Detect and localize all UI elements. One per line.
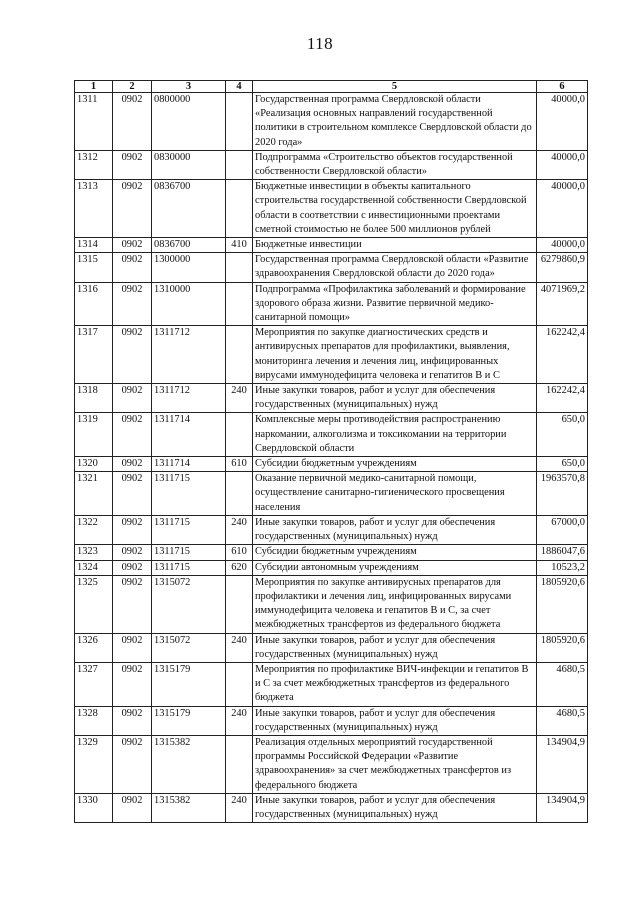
expense-type-cell	[226, 93, 253, 151]
table-row	[75, 150, 588, 179]
amount-cell: 67000,0	[537, 515, 588, 544]
table-row	[75, 180, 588, 238]
row-number-cell: 1330	[75, 793, 113, 822]
row-number-cell: 1315	[75, 253, 113, 282]
item-name-cell: Бюджетные инвестиции в объекты капитального строительства государственной собственности Свердловской области в соответствии с инвестиционными проектами сметной стоимостью не более 500 миллионов рублей	[253, 180, 537, 238]
item-name-cell: Комплексные меры противодействия распространению наркомании, алкоголизма и токсикомании на территории Свердловской области	[253, 413, 537, 457]
expense-type-cell: 410	[226, 238, 253, 253]
section-code-cell: 0902	[113, 150, 152, 179]
row-number-cell: 1326	[75, 633, 113, 662]
expense-type-cell	[226, 472, 253, 516]
table-row	[75, 575, 588, 633]
item-name-cell: Бюджетные инвестиции	[253, 238, 537, 253]
amount-cell: 1805920,6	[537, 575, 588, 633]
section-code-cell: 0902	[113, 633, 152, 662]
amount-cell: 650,0	[537, 413, 588, 457]
amount-cell: 40000,0	[537, 93, 588, 151]
table-body	[75, 93, 588, 823]
expense-type-cell	[226, 326, 253, 384]
target-article-cell: 1315382	[152, 793, 226, 822]
page-number: 118	[306, 34, 334, 53]
table-row	[75, 472, 588, 516]
expense-type-cell: 240	[226, 706, 253, 735]
row-number-cell: 1318	[75, 384, 113, 413]
amount-cell: 1805920,6	[537, 633, 588, 662]
row-number-cell: 1311	[75, 93, 113, 151]
target-article-cell: 1311712	[152, 384, 226, 413]
item-name-cell: Оказание первичной медико-санитарной помощи, осуществление санитарно-гигиенического просвещения населения	[253, 472, 537, 516]
amount-cell: 134904,9	[537, 735, 588, 793]
row-number-cell: 1313	[75, 180, 113, 238]
expense-type-cell	[226, 282, 253, 326]
amount-cell: 134904,9	[537, 793, 588, 822]
row-number-cell: 1317	[75, 326, 113, 384]
column-header: 2	[113, 81, 152, 93]
section-code-cell: 0902	[113, 457, 152, 472]
target-article-cell: 1315179	[152, 662, 226, 706]
target-article-cell: 1300000	[152, 253, 226, 282]
table-row	[75, 633, 588, 662]
row-number-cell: 1324	[75, 560, 113, 575]
section-code-cell: 0902	[113, 472, 152, 516]
section-code-cell: 0902	[113, 793, 152, 822]
amount-cell: 40000,0	[537, 238, 588, 253]
expense-type-cell	[226, 413, 253, 457]
table-row	[75, 793, 588, 822]
target-article-cell: 1311715	[152, 545, 226, 560]
row-number-cell: 1319	[75, 413, 113, 457]
expense-type-cell	[226, 662, 253, 706]
item-name-cell: Мероприятия по профилактике ВИЧ-инфекции и гепатитов В и С за счет межбюджетных трансфертов из федерального бюджета	[253, 662, 537, 706]
amount-cell: 4680,5	[537, 662, 588, 706]
section-code-cell: 0902	[113, 413, 152, 457]
row-number-cell: 1323	[75, 545, 113, 560]
section-code-cell: 0902	[113, 515, 152, 544]
item-name-cell: Иные закупки товаров, работ и услуг для обеспечения государственных (муниципальных) нужд	[253, 515, 537, 544]
column-header: 6	[537, 81, 588, 93]
section-code-cell: 0902	[113, 180, 152, 238]
expense-type-cell: 240	[226, 793, 253, 822]
table-row	[75, 326, 588, 384]
section-code-cell: 0902	[113, 238, 152, 253]
item-name-cell: Подпрограмма «Строительство объектов государственной собственности Свердловской области»	[253, 150, 537, 179]
item-name-cell: Субсидии автономным учреждениям	[253, 560, 537, 575]
row-number-cell: 1321	[75, 472, 113, 516]
item-name-cell: Мероприятия по закупке антивирусных препаратов для профилактики и лечения лиц, инфицированных вирусами иммунодефицита человека и гепатитов В и С, за счет межбюджетных трансфертов из федерального бюджета	[253, 575, 537, 633]
row-number-cell: 1320	[75, 457, 113, 472]
item-name-cell: Иные закупки товаров, работ и услуг для обеспечения государственных (муниципальных) нужд	[253, 384, 537, 413]
item-name-cell: Иные закупки товаров, работ и услуг для обеспечения государственных (муниципальных) нужд	[253, 793, 537, 822]
expense-type-cell: 240	[226, 515, 253, 544]
target-article-cell: 0836700	[152, 180, 226, 238]
table-row	[75, 93, 588, 151]
item-name-cell: Субсидии бюджетным учреждениям	[253, 457, 537, 472]
expense-type-cell: 620	[226, 560, 253, 575]
section-code-cell: 0902	[113, 282, 152, 326]
target-article-cell: 1311715	[152, 472, 226, 516]
table-row	[75, 515, 588, 544]
amount-cell: 162242,4	[537, 326, 588, 384]
target-article-cell: 1311712	[152, 326, 226, 384]
section-code-cell: 0902	[113, 560, 152, 575]
section-code-cell: 0902	[113, 662, 152, 706]
table-header-row	[75, 81, 588, 93]
target-article-cell: 1315382	[152, 735, 226, 793]
section-code-cell: 0902	[113, 706, 152, 735]
target-article-cell: 0836700	[152, 238, 226, 253]
table-row	[75, 457, 588, 472]
column-header: 5	[253, 81, 537, 93]
row-number-cell: 1329	[75, 735, 113, 793]
item-name-cell: Реализация отдельных мероприятий государственной программы Российской Федерации «Развитие здравоохранения» за счет межбюджетных трансфертов из федерального бюджета	[253, 735, 537, 793]
row-number-cell: 1316	[75, 282, 113, 326]
target-article-cell: 1310000	[152, 282, 226, 326]
item-name-cell: Государственная программа Свердловской области «Реализация основных направлений государственной политики в строительном комплексе Свердловской области до 2020 года»	[253, 93, 537, 151]
expense-type-cell	[226, 150, 253, 179]
table-row	[75, 735, 588, 793]
section-code-cell: 0902	[113, 93, 152, 151]
expense-type-cell	[226, 575, 253, 633]
expense-type-cell: 610	[226, 457, 253, 472]
target-article-cell: 1311714	[152, 413, 226, 457]
table-row	[75, 662, 588, 706]
target-article-cell: 0830000	[152, 150, 226, 179]
table-row	[75, 545, 588, 560]
budget-table	[74, 80, 588, 823]
section-code-cell: 0902	[113, 253, 152, 282]
section-code-cell: 0902	[113, 326, 152, 384]
section-code-cell: 0902	[113, 575, 152, 633]
table-row	[75, 282, 588, 326]
expense-type-cell	[226, 253, 253, 282]
expense-type-cell	[226, 735, 253, 793]
item-name-cell: Подпрограмма «Профилактика заболеваний и формирование здорового образа жизни. Развитие первичной медико-санитарной помощи»	[253, 282, 537, 326]
target-article-cell: 1315072	[152, 633, 226, 662]
column-header: 3	[152, 81, 226, 93]
table-row	[75, 560, 588, 575]
item-name-cell: Субсидии бюджетным учреждениям	[253, 545, 537, 560]
amount-cell: 162242,4	[537, 384, 588, 413]
amount-cell: 650,0	[537, 457, 588, 472]
amount-cell: 4071969,2	[537, 282, 588, 326]
amount-cell: 10523,2	[537, 560, 588, 575]
row-number-cell: 1314	[75, 238, 113, 253]
section-code-cell: 0902	[113, 384, 152, 413]
expense-type-cell: 240	[226, 633, 253, 662]
amount-cell: 1886047,6	[537, 545, 588, 560]
table-row	[75, 238, 588, 253]
section-code-cell: 0902	[113, 735, 152, 793]
item-name-cell: Иные закупки товаров, работ и услуг для обеспечения государственных (муниципальных) нужд	[253, 633, 537, 662]
column-header: 1	[75, 81, 113, 93]
target-article-cell: 1311714	[152, 457, 226, 472]
target-article-cell: 1311715	[152, 515, 226, 544]
row-number-cell: 1325	[75, 575, 113, 633]
column-header: 4	[226, 81, 253, 93]
row-number-cell: 1312	[75, 150, 113, 179]
table-row	[75, 413, 588, 457]
row-number-cell: 1322	[75, 515, 113, 544]
amount-cell: 6279860,9	[537, 253, 588, 282]
expense-type-cell	[226, 180, 253, 238]
target-article-cell: 1315072	[152, 575, 226, 633]
target-article-cell: 1315179	[152, 706, 226, 735]
row-number-cell: 1328	[75, 706, 113, 735]
table-row	[75, 253, 588, 282]
table-row	[75, 706, 588, 735]
item-name-cell: Государственная программа Свердловской области «Развитие здравоохранения Свердловской области до 2020 года»	[253, 253, 537, 282]
expense-type-cell: 610	[226, 545, 253, 560]
table-row	[75, 384, 588, 413]
amount-cell: 40000,0	[537, 180, 588, 238]
target-article-cell: 1311715	[152, 560, 226, 575]
item-name-cell: Мероприятия по закупке диагностических средств и антивирусных препаратов для профилактики, выявления, мониторинга лечения и лечения лиц, инфицированных вирусами иммунодефицита человека и гепатитов В и С	[253, 326, 537, 384]
row-number-cell: 1327	[75, 662, 113, 706]
expense-type-cell: 240	[226, 384, 253, 413]
amount-cell: 40000,0	[537, 150, 588, 179]
target-article-cell: 0800000	[152, 93, 226, 151]
amount-cell: 4680,5	[537, 706, 588, 735]
item-name-cell: Иные закупки товаров, работ и услуг для обеспечения государственных (муниципальных) нужд	[253, 706, 537, 735]
section-code-cell: 0902	[113, 545, 152, 560]
amount-cell: 1963570,8	[537, 472, 588, 516]
